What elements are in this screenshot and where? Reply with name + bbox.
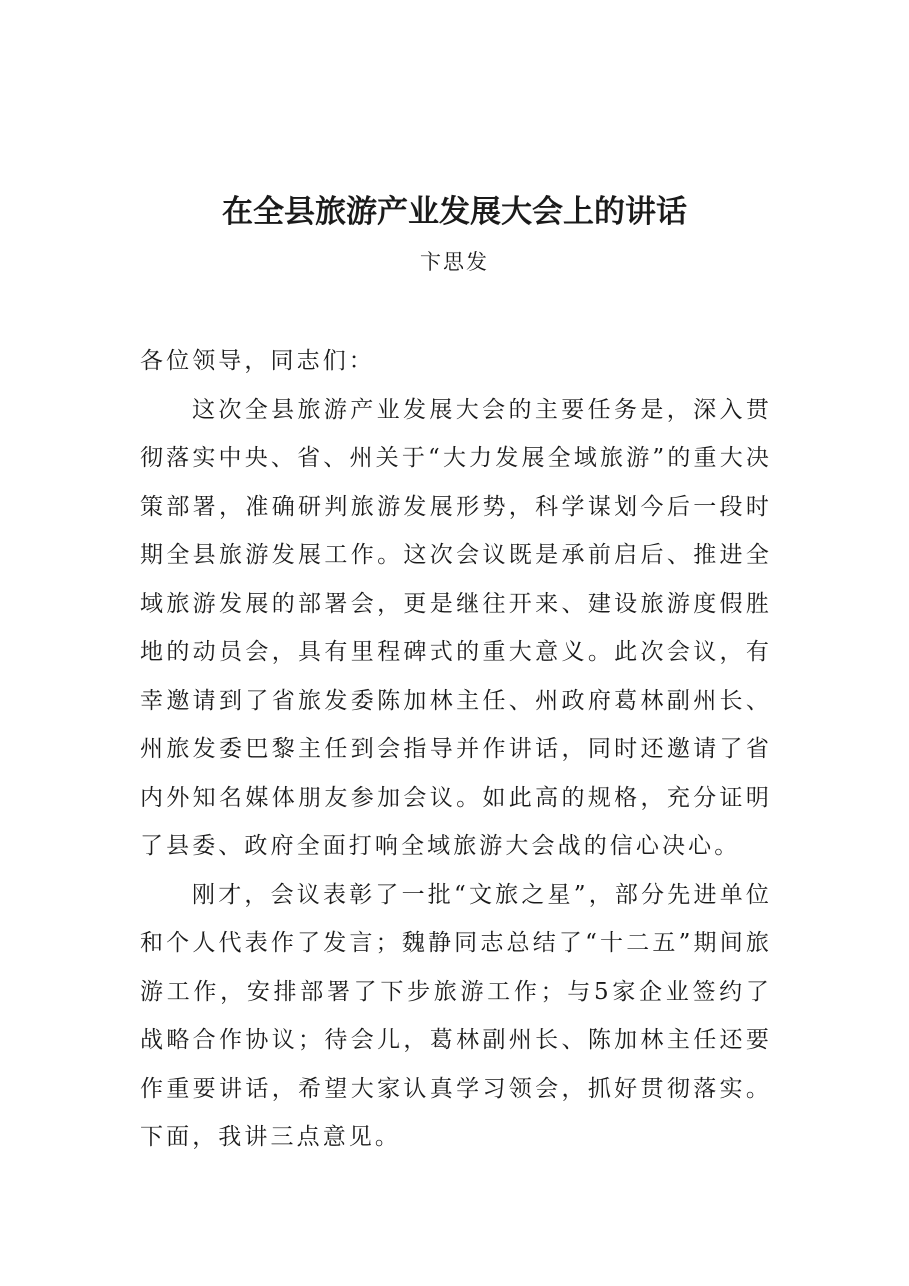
document-title: 在全县旅游产业发展大会上的讲话 (222, 194, 687, 230)
salutation: 各位领导，同志们： (140, 348, 375, 374)
document-body (140, 337, 772, 1162)
document-author: 卞思发 (420, 250, 489, 274)
paragraph-2: 刚才，会议表彰了一批“文旅之星”，部分先进单位和个人代表作了发言；魏静同志总结了“十二五”期间旅游工作，安排部署了下步旅游工作；与5家企业签约了战略合作协议；待会儿，葛林副州长、陈加林主任还要作重要讲话，希望大家认真学习领会，抓好贯彻落实。下面，我讲三点意见。 (140, 881, 772, 1150)
paragraph-1: 这次全县旅游产业发展大会的主要任务是，深入贯彻落实中央、省、州关于“大力发展全域旅游”的重大决策部署，准确研判旅游发展形势，科学谋划今后一段时期全县旅游发展工作。这次会议既是承前启后、推进全域旅游发展的部署会，更是继往开来、建设旅游度假胜地的动员会，具有里程碑式的重大意义。此次会议，有幸邀请到了省旅发委陈加林主任、州政府葛林副州长、州旅发委巴黎主任到会指导并作讲话，同时还邀请了省内外知名媒体朋友参加会议。如此高的规格，充分证明了县委、政府全面打响全域旅游大会战的信心决心。 (140, 396, 772, 859)
